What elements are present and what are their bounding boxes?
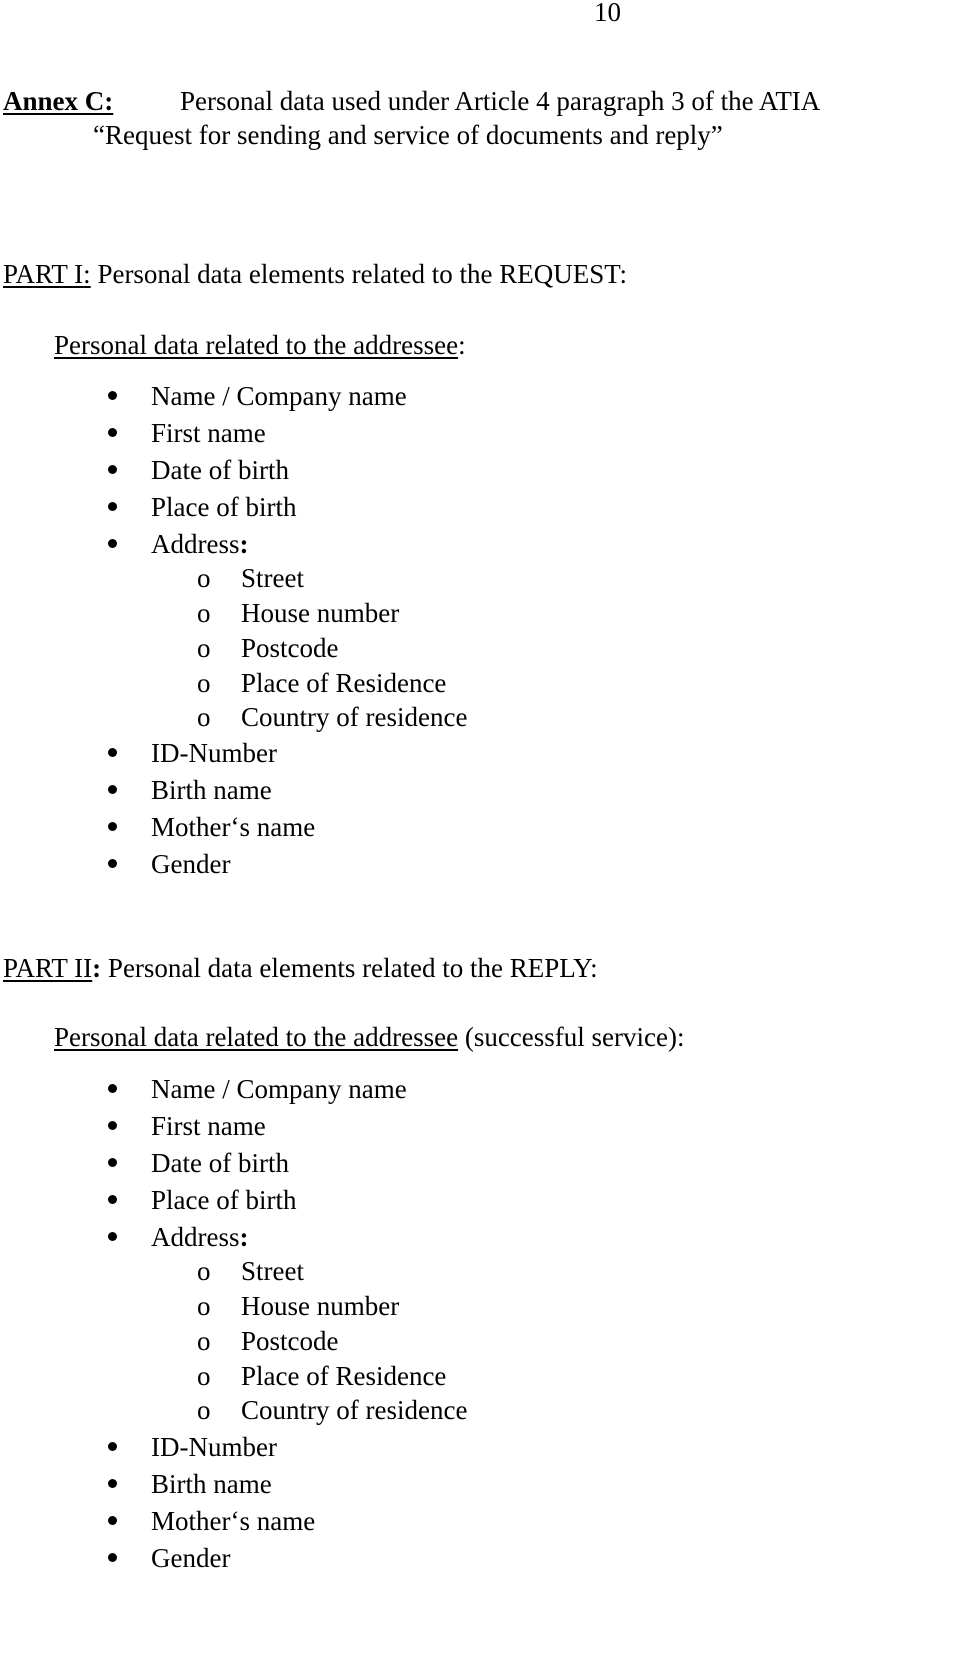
annex-label: Annex C:: [3, 86, 114, 116]
list-item-address: [151, 1224, 249, 1251]
list-item: Date of birth: [151, 1148, 289, 1178]
sub-bullet-icon: o: [197, 1395, 211, 1425]
sub-list-item: Street: [241, 563, 304, 593]
list-item: Date of birth: [151, 455, 289, 485]
address-label: Address: [151, 529, 240, 559]
part2-heading: [3, 955, 598, 982]
sub-bullet-icon: o: [197, 633, 211, 663]
part1-heading: [3, 261, 627, 288]
bullet-icon: [108, 1084, 117, 1093]
list-item: ID-Number: [151, 738, 277, 768]
annex-subtitle: “Request for sending and service of documents and reply”: [93, 120, 723, 150]
list-item: Place of birth: [151, 1185, 297, 1215]
sub-bullet-icon: o: [197, 1291, 211, 1321]
list-item: Name / Company name: [151, 381, 407, 411]
bullet-icon: [108, 1158, 117, 1167]
sub-list-item: Street: [241, 1256, 304, 1286]
bullet-icon: [108, 1195, 117, 1204]
sub-bullet-icon: o: [197, 1256, 211, 1286]
bullet-icon: [108, 391, 117, 400]
bullet-icon: [108, 465, 117, 474]
list-item: Mother‘s name: [151, 812, 316, 842]
page-number: 10: [594, 0, 621, 27]
bullet-icon: [108, 1516, 117, 1525]
sub-bullet-icon: o: [197, 598, 211, 628]
part1-sub-heading-suffix: :: [458, 330, 466, 360]
sub-bullet-icon: o: [197, 1326, 211, 1356]
sub-bullet-icon: o: [197, 1361, 211, 1391]
bullet-icon: [108, 1121, 117, 1130]
sub-list-item: House number: [241, 598, 400, 628]
bullet-icon: [108, 785, 117, 794]
bullet-icon: [108, 502, 117, 511]
part2-sub-heading: [54, 1024, 684, 1051]
part2-label: PART II: [3, 953, 93, 983]
bullet-icon: [108, 539, 117, 548]
address-label: Address: [151, 1222, 240, 1252]
bullet-icon: [108, 1479, 117, 1488]
bullet-icon: [108, 1232, 117, 1241]
list-item-address: [151, 531, 249, 558]
sub-list-item: Postcode: [241, 1326, 339, 1356]
address-colon: :: [239, 529, 249, 559]
sub-bullet-icon: o: [197, 668, 211, 698]
part2-heading-text: Personal data elements related to the REPLY:: [101, 953, 598, 983]
bullet-icon: [108, 1442, 117, 1451]
list-item: Birth name: [151, 1469, 272, 1499]
bullet-icon: [108, 1553, 117, 1562]
sub-bullet-icon: o: [197, 563, 211, 593]
sub-list-item: Place of Residence: [241, 668, 447, 698]
list-item: Place of birth: [151, 492, 297, 522]
list-item: ID-Number: [151, 1432, 277, 1462]
part2-sub-heading-text: Personal data related to the addressee: [54, 1022, 459, 1052]
list-item: Gender: [151, 849, 231, 879]
sub-list-item: Country of residence: [241, 702, 468, 732]
sub-list-item: House number: [241, 1291, 400, 1321]
sub-bullet-icon: o: [197, 702, 211, 732]
list-item: Birth name: [151, 775, 272, 805]
bullet-icon: [108, 748, 117, 757]
list-item: First name: [151, 418, 266, 448]
list-item: First name: [151, 1111, 266, 1141]
sub-list-item: Place of Residence: [241, 1361, 447, 1391]
list-item: Mother‘s name: [151, 1506, 316, 1536]
address-colon: :: [239, 1222, 249, 1252]
bullet-icon: [108, 859, 117, 868]
list-item: Gender: [151, 1543, 231, 1573]
sub-list-item: Postcode: [241, 633, 339, 663]
part1-label: PART I: [3, 259, 84, 289]
part1-sub-heading-text: Personal data related to the addressee: [54, 330, 459, 360]
annex-title: Personal data used under Article 4 paragraph 3 of the ATIA: [180, 86, 821, 116]
part1-heading-text: Personal data elements related to the REQUEST:: [90, 259, 627, 289]
part1-sub-heading: [54, 332, 466, 359]
part2-sub-heading-suffix: (successful service):: [458, 1022, 685, 1052]
list-item: Name / Company name: [151, 1074, 407, 1104]
part2-colon: :: [92, 953, 102, 983]
bullet-icon: [108, 822, 117, 831]
part1-colon: :: [83, 259, 91, 289]
sub-list-item: Country of residence: [241, 1395, 468, 1425]
bullet-icon: [108, 428, 117, 437]
